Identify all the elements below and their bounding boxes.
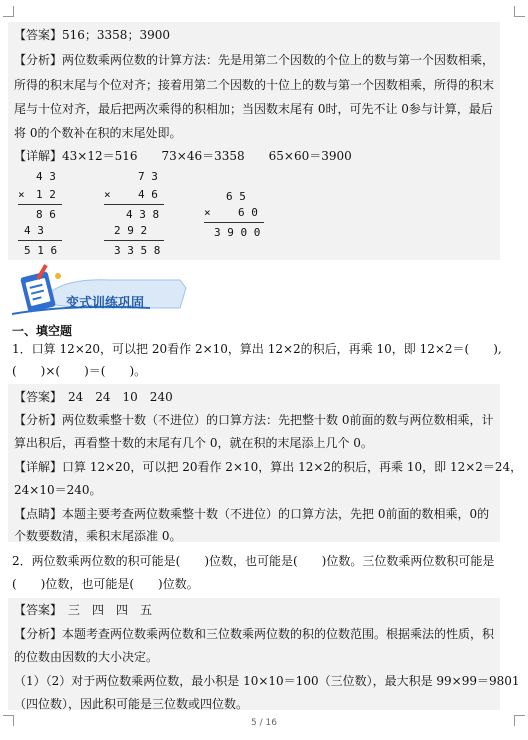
times-sign: × (204, 206, 211, 219)
banner-title: 变式训练巩固 (66, 296, 145, 311)
multiplicand: 7 3 (138, 170, 158, 183)
question-line: ( )位数，也可能是( )位数。 (12, 577, 199, 591)
page-number: 5 / 16 (251, 718, 277, 728)
calc-rule (104, 204, 164, 205)
times-sign: × (18, 188, 25, 201)
product: 3 3 5 8 (114, 244, 161, 257)
calc-rule (204, 222, 264, 223)
answer-line: 【答案】516；3358；3900 (14, 28, 170, 42)
partial-product: 8 6 (36, 208, 56, 221)
detail-line: 24×10＝240。 (14, 483, 102, 497)
product: 3 9 0 0 (214, 226, 261, 239)
section-heading: 一、填空题 (12, 324, 73, 338)
crop-mark (514, 6, 525, 17)
partial-product: 4 3 8 (126, 208, 160, 221)
analysis-line: 尾与十位对齐，最后把两次乘得的积相加；当因数末尾有 0时，可先不让 0参与计算，最后 (14, 102, 493, 116)
tip-line: 个数要数清，乘积末尾添准 0。 (14, 529, 182, 543)
tip-line: 【点睛】本题主要考查两位数乘整十数（不进位）的口算方法，先把 0前面的数相乘，0的 (14, 507, 490, 521)
product: 5 1 6 (24, 244, 58, 257)
calc-rule (18, 240, 62, 241)
analysis-line: （四位数），因此积可能是三位数或四位数。 (14, 697, 249, 711)
multiplicand: 6 5 (226, 190, 246, 203)
question-line: ( )×( )＝( )。 (12, 364, 147, 378)
question-line: 2．两位数乘两位数的积可能是( )位数，也可能是( )位数。三位数乘两位数积可能是 (12, 554, 495, 568)
calc-rule (18, 204, 62, 205)
analysis-line: 【分析】本题考查两位数乘两位数和三位数乘两位数的积的位数范围。根据乘法的性质，积 (14, 627, 495, 641)
detail-line: 【详解】43×12＝516 73×46＝3358 65×60＝3900 (14, 149, 352, 163)
multiplier: 1 2 (36, 188, 56, 201)
analysis-line: 【分析】两位数乘整十数（不进位）的口算方法：先把整十数 0前面的数与两位数相乘，计 (14, 413, 494, 427)
vertical-multiplication (104, 170, 174, 260)
multiplicand: 4 3 (36, 170, 56, 183)
answer-line: 【答案】 三 四 四 五 (14, 603, 153, 617)
crop-mark (3, 6, 14, 17)
analysis-line: 算出积后，再看整十数的末尾有几个 0，就在积的末尾添上几个 0。 (14, 436, 373, 450)
calc-rule (104, 240, 164, 241)
vertical-multiplication (18, 170, 78, 260)
multiplier: 4 6 (138, 188, 158, 201)
analysis-line: 所得的积末尾与个位对齐；接着用第二个因数的十位上的数与第一个因数相乘，所得的积末 (14, 78, 495, 92)
answer-line: 【答案】 24 24 10 240 (14, 390, 173, 404)
times-sign: × (104, 188, 111, 201)
multiplier: 6 0 (238, 206, 258, 219)
partial-product: 4 3 (24, 224, 44, 237)
detail-line: 【详解】口算 12×20，可以把 20看作 2×10，算出 12×2的积后，再乘 10，即 12×2＝24， (14, 460, 523, 474)
analysis-line: 【分析】两位数乘两位数的计算方法：先是用第二个因数的个位上的数与第一个因数相乘， (14, 53, 495, 67)
question-line: 1．口算 12×20，可以把 20看作 2×10，算出 12×2的积后，再乘 10，即 12×2＝( ), (12, 342, 502, 356)
vertical-multiplication (204, 190, 274, 250)
analysis-line: （1）（2）对于两位数乘两位数，最小积是 10×10＝100（三位数），最大积是 99×99＝9801 (14, 674, 520, 688)
analysis-line: 的位数由因数的大小决定。 (14, 650, 159, 664)
partial-product: 2 9 2 (114, 224, 148, 237)
analysis-line: 将 0的个数补在积的末尾处即。 (14, 126, 182, 140)
